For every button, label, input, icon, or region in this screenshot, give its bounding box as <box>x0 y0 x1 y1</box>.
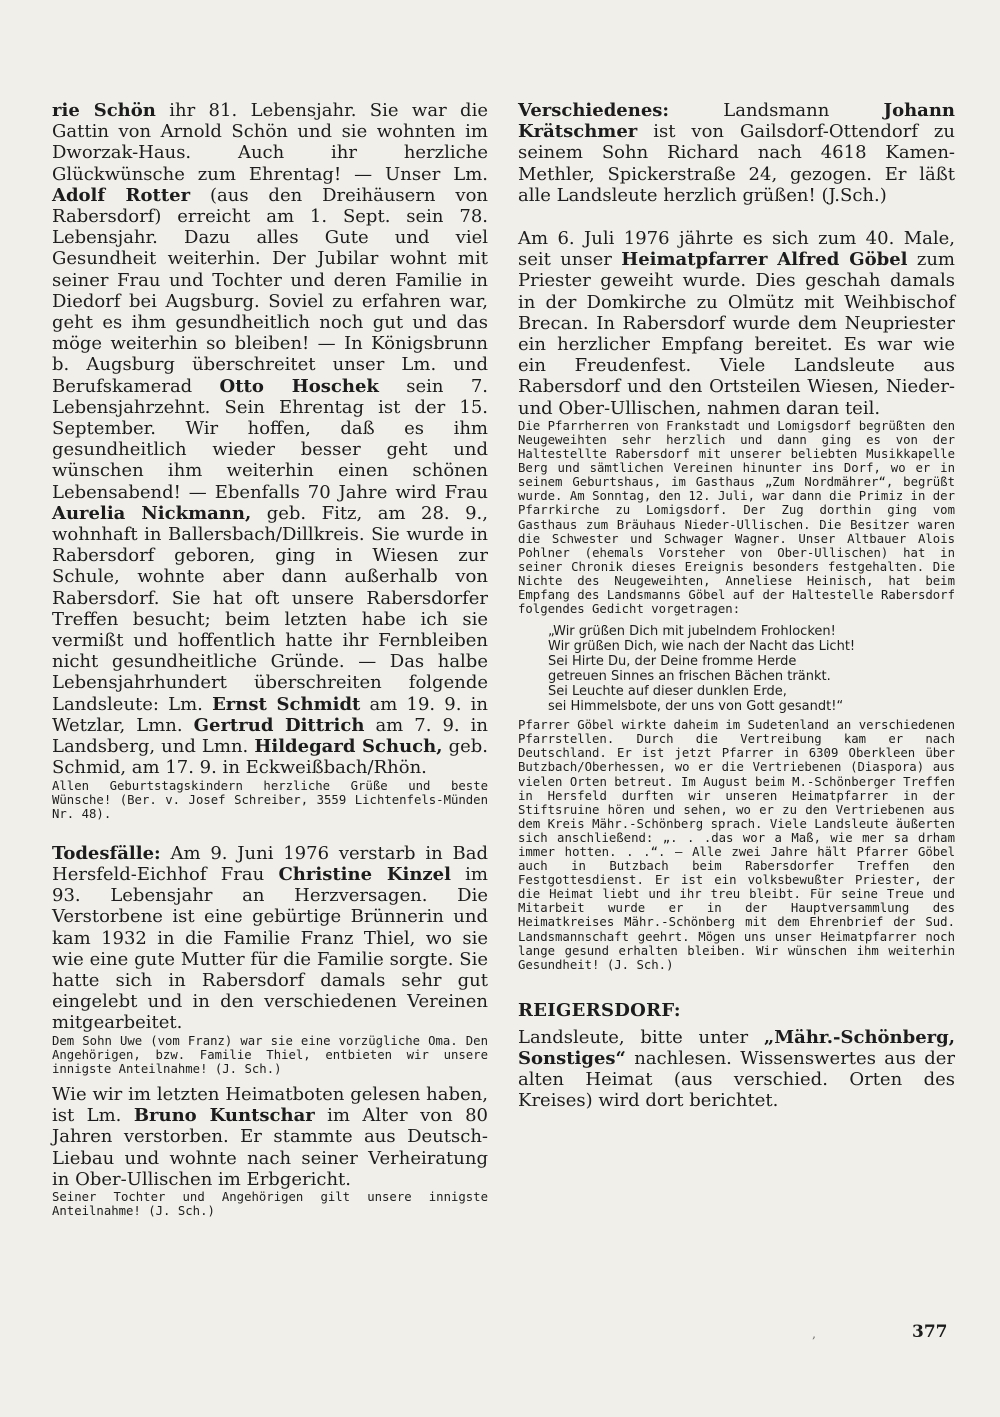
bold-name: „Mähr.-Schönberg, Sonstiges“ <box>518 1026 955 1070</box>
priest-reception-note: Die Pfarrherren von Frankstadt und Lomigsdorf begrüßten den Neugeweihten sehr herzlich und dann ging es von der Haltestellte Rabersdorf mit unserer beliebten Musikkapelle Berg und sämtlichen Vereinen hinunter ins Dorf, wo er in seinem Geburtshaus, im Gasthaus „Zum Nordmährer“, begrüßt wurde. Am Sonntag, den 12. Juli, war dann die Primiz in der Pfarrkirche zu Lomigsdorf. Der Zug dorthin ging vom Gasthaus zum Bräuhaus Nieder-Ullischen. Die Besitzer waren die Schwester und Schwager Wagner. Unser Altbauer Alois Pohlner (ehemals Vorsteher von Ober-Ullischen) hat in seiner Chronik dieses Ereignis besonders festgehalten. Die Nichte des Neugeweihten, Anneliese Heinisch, hat beim Empfang des Landsmanns Göbel auf der Haltestelle Rabersdorf folgendes Gedicht vorgetragen: <box>518 418 955 617</box>
margin-mark: ‚ <box>812 1327 816 1341</box>
bold-name: Johann Krätschmer <box>518 100 955 143</box>
bold-name: Bruno Kuntschar <box>133 1105 315 1127</box>
poem-line: getreuen Sinnes an frischen Bächen tränkt. <box>548 669 831 685</box>
obituary-kuntschar-paragraph: Wie wir im letzten Heimatboten gelesen haben, ist Lm. Bruno Kuntschar im Alter von 80 Jahren verstorben. Er stammte aus Deutsch-Liebau und wohnte nach seiner Verheiratung in Ober-Ullischen im Erbgericht. <box>52 1083 488 1190</box>
bold-name: Christine Kinzel <box>278 863 451 885</box>
birthday-paragraph: rie Schön ihr 81. Lebensjahr. Sie war die Gattin von Arnold Schön und sie wohnten im Dworzak-Haus. Auch ihr herzliche Glückwünsche zum Ehrentag! — Unser Lm. Adolf Rotter (aus den Dreihäusern von Rabersdorf) erreicht am 1. Sept. sein 78. Lebensjahr. Dazu alles Gute und viel Gesundheit weiterhin. Der Jubilar wohnt mit seiner Frau und Tochter und deren Familie in Diedorf bei Augsburg. Soviel zu erfahren war, geht es ihm gesundheitlich noch gut und das möge weiterhin so bleiben! — In Königsbrunn b. Augsburg überschreitet unser Lm. und Berufskamerad Otto Hoschek sein 7. Lebensjahrzehnt. Sein Ehrentag ist der 15. September. Wir hoffen, daß es ihm gesundheitlich wieder besser geht und wünschen ihm weiterhin einen schönen Lebensabend! — Ebenfalls 70 Jahre wird Frau Aurelia Nickmann, geb. Fitz, am 28. 9., wohnhaft in Ballersbach/Dillkreis. Sie wurde in Rabersdorf geboren, ging in Wiesen zur Schule, wohnte aber dann außerhalb von Rabersdorf. Sie hat oft unsere Rabersdorfer Treffen besucht; beim letzten habe ich sie vermißt und hoffentlich hatte ihr Fernbleiben nicht gesundheitliche Gründe. — Das halbe Lebensjahrhundert überschreiten folgende Landsleute: Lm. Ernst Schmidt am 19. 9. in Wetzlar, Lmn. Gertrud Dittrich am 7. 9. in Landsberg, und Lmn. Hildegard Schuch, geb. Schmid, am 17. 9. in Eckweißbach/Rhön. <box>52 100 488 779</box>
bold-name: Todesfälle: <box>52 842 161 864</box>
priest-anniversary-paragraph: Am 6. Juli 1976 jährte es sich zum 40. Male, seit unser Heimatpfarrer Alfred Göbel zum Priester geweiht wurde. Dies geschah damals in der Domkirche zu Olmütz mit Weihbischof Brecan. In Rabersdorf wurde dem Neupriester ein herzlicher Empfang bereitet. Es war wie ein Freudenfest. Viele Landsleute aus Rabersdorf und den Ortsteilen Wiesen, Nieder- und Ober-Ullischen, nahmen daran teil. <box>518 228 955 419</box>
obituary-kinzel-paragraph: Todesfälle: Am 9. Juni 1976 verstarb in Bad Hersfeld-Eichhof Frau Christine Kinzel im 93. Lebensjahr an Herzversagen. Die Verstorbene ist eine gebürtige Brünnerin und kam 1932 in die Familie Franz Thiel, wo sie wie eine gute Mutter für die Familie sorgte. Sie hatte sich in Rabersdorf damals sehr gut eingelebt und in den verschiedenen Vereinen mitgearbeitet. <box>52 842 489 1034</box>
bold-name: Ernst Schmidt <box>212 693 361 715</box>
bold-name: Aurelia Nickmann, <box>52 502 252 524</box>
birthday-greeting-note: Allen Geburtstagskindern herzliche Grüße und beste Wünsche! (Ber. v. Josef Schreiber, 3559 Lichtenfels-Münden Nr. 48). <box>52 778 488 821</box>
bold-name: rie Schön <box>52 100 156 121</box>
page-number: 377 <box>912 1322 948 1342</box>
bold-name: Adolf Rotter <box>52 184 191 206</box>
poem-line: Wir grüßen Dich, wie nach der Nacht das Licht! <box>548 639 856 655</box>
bold-name: Heimatpfarrer Alfred Göbel <box>621 249 908 271</box>
obituary-kuntschar-note: Seiner Tochter und Angehörigen gilt unsere innigste Anteilnahme! (J. Sch.) <box>52 1189 488 1218</box>
poem-line: Sei Leuchte auf dieser dunklen Erde, <box>548 684 787 700</box>
right-column <box>518 100 955 1112</box>
section-heading-reigersdorf: REIGERSDORF: <box>518 999 681 1021</box>
welcome-poem <box>548 624 955 714</box>
bold-name: Hildegard Schuch, <box>254 736 443 758</box>
poem-line: „Wir grüßen Dich mit jubelndem Frohlocken! <box>548 624 836 640</box>
obituary-kinzel-note: Dem Sohn Uwe (vom Franz) war sie eine vorzügliche Oma. Den Angehörigen, bzw. Familie Thiel, entbieten wir unsere innigste Anteilnahme! (J. Sch.) <box>52 1033 488 1076</box>
poem-line: sei Himmelsbote, der uns von Gott gesandt!“ <box>548 699 844 715</box>
miscellaneous-paragraph: Verschiedenes: Landsmann Johann Krätschmer ist von Gailsdorf-Ottendorf zu seinem Sohn Richard nach 4618 Kamen-Methler, Spickerstraße 24, gezogen. Er läßt alle Landsleute herzlich grüßen! (J.Sch.) <box>518 100 955 206</box>
poem-line: Sei Hirte Du, der Deine fromme Herde <box>548 654 797 670</box>
bold-name: Otto Hoschek <box>219 375 379 397</box>
reigersdorf-paragraph: Landsleute, bitte unter „Mähr.-Schönberg, Sonstiges“ nachlesen. Wissenswertes aus der alten Heimat (aus verschied. Orten des Kreises) wird dort berichtet. <box>518 1026 955 1112</box>
bold-name: Gertrud Dittrich <box>193 714 365 736</box>
bold-name: Verschiedenes: <box>518 100 670 121</box>
left-column <box>52 100 488 1218</box>
priest-career-note: Pfarrer Göbel wirkte daheim im Sudetenland an verschiedenen Pfarrstellen. Durch die Vertreibung kam er nach Deutschland. Er ist jetzt Pfarrer in 6309 Oberkleen über Butzbach/Oberhessen, wo er die Vertriebenen (Diaspora) aus vielen Orten betreut. Im August beim M.-Schönberger Treffen in Hersfeld durften wir unseren Heimatpfarrer in der Stiftsruine hören und sehen, wo er zu den Vertriebenen aus dem Kreis Mähr.-Schönberg sprach. Viele Landsleute äußerten sich anschließend: „. . .das wor a Maß, wie mer sa drham immer hotten. . .“. — Alle zwei Jahre hält Pfarrer Göbel auch in Butzbach beim Rabersdorfer Treffen den Festgottesdienst. Er ist ein volksbewußter Priester, der die Heimat liebt und ihr treu bleibt. Für seine Treue und Mitarbeit wurde er in der Hauptversammlung des Heimatkreises Mähr.-Schönberg mit dem Ehrenbrief der Sud. Landsmannschaft geehrt. Mögen uns unser Heimatpfarrer noch lange gesund erhalten bleiben. Wir wünschen ihm weiterhin Gesundheit! (J. Sch.) <box>518 718 955 972</box>
